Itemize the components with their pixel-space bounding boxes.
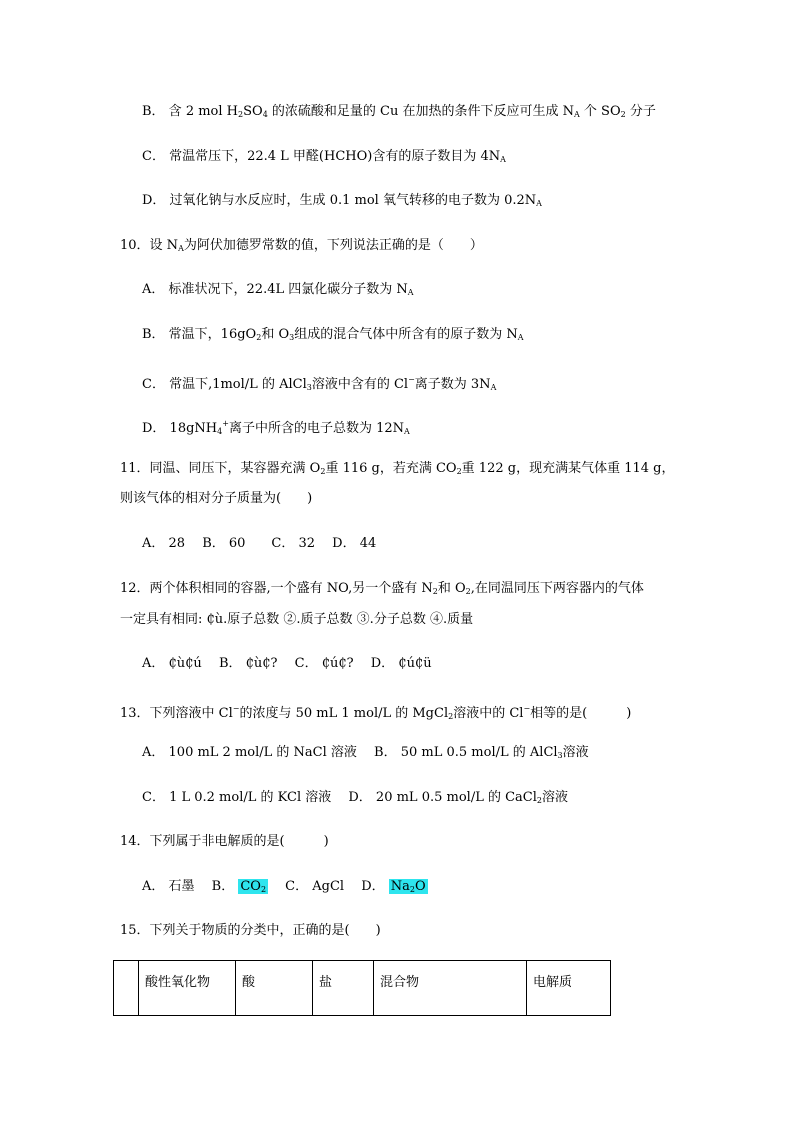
option-10a: A． 标准状况下，22.4L 四氯化碳分子数为 $N_A$ xyxy=(142,282,414,297)
option-10c: C． 常温下,1mol/L 的 AlCl$_3$溶液中含有的 Cl−离子数为 $3N_A$ xyxy=(142,375,497,392)
question-11-cont: 则该气体的相对分子质量为( ) xyxy=(120,491,313,506)
highlight-na2o: $Na_2O$ xyxy=(390,879,426,894)
options-12: A． ₵ù₵ú B． ₵ù₵? C． ₵ú₵? D． ₵ú₵ü xyxy=(142,656,432,671)
highlight-co2: $CO_2$ xyxy=(240,879,267,894)
question-11: 11．同温、同压下，某容器充满 $O_2$重 116 g，若充满 $CO_2$重 122 g，现充满某气体重 114 g， xyxy=(120,461,675,476)
question-10: 10．设 $N_A$为阿伏加德罗常数的值，下列说法正确的是（ ） xyxy=(120,238,483,253)
options-14: A． 石墨 B． $CO_2$ C． AgCl D． $Na_2O$ xyxy=(142,879,426,894)
option-9b: B． 含 2 mol $H_2SO_4$ 的浓硫酸和足量的 Cu 在加热的条件下反应可生成 $N_A$ 个 $SO_2$ 分子 xyxy=(142,104,656,119)
table-header-cell: 盐 xyxy=(313,961,374,1016)
option-10b: B． 常温下，$16gO_2$和 $O_3$组成的混合气体中所含有的原子数为 $N_A$ xyxy=(142,327,524,342)
option-9c: C． 常温常压下，22.4 L 甲醛(HCHO)含有的原子数目为 $4N_A$ xyxy=(142,149,506,164)
table-header-cell: 酸 xyxy=(236,961,313,1016)
table-header-cell: 电解质 xyxy=(527,961,611,1016)
table-header-cell: 酸性氧化物 xyxy=(139,961,236,1016)
question-12-cont: 一定具有相同: ₵ù.原子总数 ②.质子总数 ③.分子总数 ④.质量 xyxy=(120,612,474,627)
options-13-cd: C． 1 L 0.2 mol/L 的 KCl 溶液 D． 20 mL 0.5 mol/L 的 CaCl$_2$溶液 xyxy=(142,790,569,805)
option-10d: D． 18gNH$_4$+离子中所含的电子总数为 $12N_A$ xyxy=(142,419,410,436)
table-row xyxy=(114,961,611,1016)
option-9d: D． 过氧化钠与水反应时，生成 0.1 mol 氧气转移的电子数为 $0.2N_A$ xyxy=(142,193,542,208)
classification-table xyxy=(113,960,611,1016)
options-11: A． 28 B． 60 C． 32 D． 44 xyxy=(142,536,377,551)
options-13-ab: A． 100 mL 2 mol/L 的 NaCl 溶液 B． 50 mL 0.5 mol/L 的 AlCl$_3$溶液 xyxy=(142,745,589,760)
question-13: 13．下列溶液中 Cl−的浓度与 50 mL 1 mol/L 的 MgCl$_2$溶液中的 Cl−相等的是( ) xyxy=(120,704,632,721)
table-header-cell xyxy=(114,961,139,1016)
question-12: 12．两个体积相同的容器,一个盛有 NO,另一个盛有 $N_2$和 $O_2$,在同温同压下两容器内的气体 xyxy=(120,581,644,596)
question-15: 15．下列关于物质的分类中，正确的是( ) xyxy=(120,923,381,938)
table-header-cell: 混合物 xyxy=(374,961,527,1016)
question-14: 14．下列属于非电解质的是( ) xyxy=(120,834,329,849)
